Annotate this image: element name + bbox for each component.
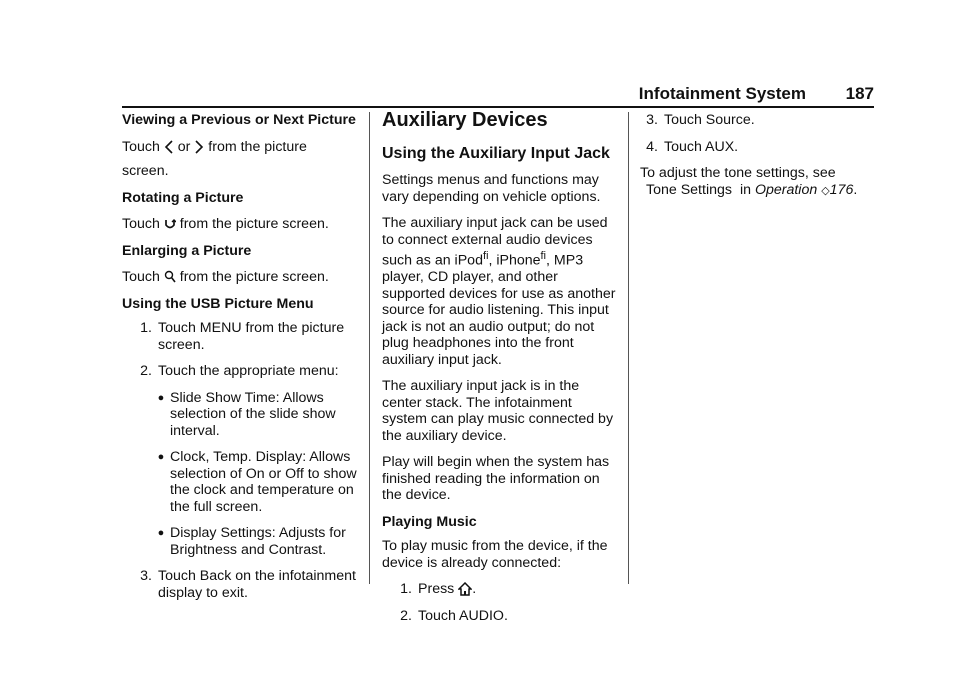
- page-header: [122, 84, 874, 108]
- bullet-item: [152, 449, 362, 515]
- column-divider-1: [369, 112, 370, 584]
- touch-word: Touch: [122, 269, 160, 285]
- column-3: [640, 112, 876, 199]
- period: .: [472, 581, 477, 598]
- chevron-right-icon: [194, 140, 204, 154]
- step-text: Touch the appropriate menu:: [158, 363, 339, 379]
- step-text: Touch AUDIO.: [418, 607, 508, 624]
- step-2: [382, 608, 618, 625]
- bullet-mark: ●: [157, 451, 165, 463]
- rotate-description: from the picture screen.: [179, 216, 329, 232]
- bullet-mark: ●: [157, 391, 165, 404]
- step-3: [628, 112, 876, 129]
- text-part: in: [739, 181, 751, 198]
- text-part: , MP3 player, CD player, and other supported devices for use as another source for audio listening. This input jack is not an audio output; do not plug headphones into the front auxiliary input jack.: [382, 252, 616, 368]
- paragraph-settings: Settings menus and functions may vary depending on vehicle options.: [382, 172, 601, 205]
- enlarge-description: from the picture screen.: [179, 269, 329, 285]
- step-number: 2.: [400, 607, 412, 624]
- step-number: 3.: [646, 112, 658, 128]
- enlarge-text: [122, 269, 362, 286]
- column-divider-2: [628, 112, 629, 584]
- page-number: 187: [845, 84, 874, 103]
- bullet-text: Slide Show Time: Allows selection of the slide show interval.: [170, 389, 336, 439]
- touch-word: Touch: [122, 138, 160, 155]
- trademark-mark: ﬁ: [540, 250, 547, 262]
- column-2: [382, 109, 618, 624]
- step-number: 1.: [140, 320, 152, 336]
- page-ref-number[interactable]: 176: [829, 181, 854, 198]
- step-3: [122, 568, 362, 601]
- from-picture-text: from the picture: [208, 138, 307, 155]
- bullet-mark: ●: [157, 527, 165, 539]
- paragraph-location: The auxiliary input jack is in the center stack. The infotainment system can play music connected by the auxiliary device.: [382, 378, 614, 444]
- screen-word: screen.: [122, 163, 169, 179]
- text-part: , iPhone: [488, 252, 541, 269]
- bullet-text: Clock, Temp. Display: Allows selection of On or Off to show the clock and temperature on the full screen.: [170, 449, 357, 515]
- period: .: [853, 181, 858, 198]
- touch-word: Touch: [122, 216, 160, 232]
- step-1: [382, 581, 618, 598]
- rotate-icon: [164, 217, 176, 231]
- step-text: Touch Back on the infotainment display to exit.: [158, 568, 356, 601]
- heading-playing-music: Playing Music: [382, 513, 477, 530]
- step-1: [122, 320, 362, 353]
- paragraph-play-music: To play music from the device, if the device is already connected:: [382, 538, 608, 571]
- heading-usb-menu: Using the USB Picture Menu: [122, 295, 314, 312]
- operation-ref: Operation: [754, 181, 818, 198]
- step-4: [628, 139, 876, 156]
- text-part: To adjust the tone settings, see: [640, 165, 836, 181]
- press-word: Press: [418, 581, 455, 598]
- tone-settings-link[interactable]: Tone Settings: [646, 181, 732, 198]
- prev-next-text: [122, 139, 362, 156]
- step-text: Touch MENU from the picture screen.: [158, 320, 345, 353]
- home-icon: [458, 582, 472, 596]
- subsection-title: Using the Auxiliary Input Jack: [382, 145, 610, 162]
- step-number: 2.: [140, 363, 152, 379]
- step-number: 1.: [400, 581, 412, 598]
- step-text: Touch Source.: [664, 112, 755, 128]
- zoom-icon: [164, 270, 176, 284]
- or-word: or: [177, 138, 191, 155]
- paragraph-aux-jack: [382, 215, 618, 368]
- paragraph-play-begin: Play will begin when the system has finished reading the information on the device.: [382, 454, 610, 504]
- column-1: [122, 112, 362, 601]
- chevron-left-icon: [164, 140, 174, 154]
- paragraph-tone: [640, 165, 876, 199]
- step-number: 4.: [646, 138, 658, 155]
- bullet-item: [152, 525, 362, 558]
- bullet-item: [152, 390, 362, 440]
- rotate-text: [122, 216, 362, 233]
- trademark-mark: ﬁ: [482, 250, 489, 262]
- section-title: Auxiliary Devices: [382, 109, 548, 131]
- bullet-text: Display Settings: Adjusts for Brightness and Contrast.: [170, 525, 346, 558]
- page-ref-icon: ◇: [821, 184, 830, 197]
- step-number: 3.: [140, 568, 152, 584]
- header-title: Infotainment System: [638, 84, 806, 103]
- heading-enlarge: Enlarging a Picture: [122, 242, 252, 259]
- heading-prev-next: Viewing a Previous or Next Picture: [122, 112, 356, 128]
- text-part: The auxiliary input jack can be used to connect external audio devices such as an iPod: [382, 215, 608, 269]
- step-text: Touch AUX.: [664, 138, 739, 155]
- step-text: [418, 581, 476, 598]
- step-2: [122, 363, 362, 380]
- heading-rotate: Rotating a Picture: [122, 189, 244, 206]
